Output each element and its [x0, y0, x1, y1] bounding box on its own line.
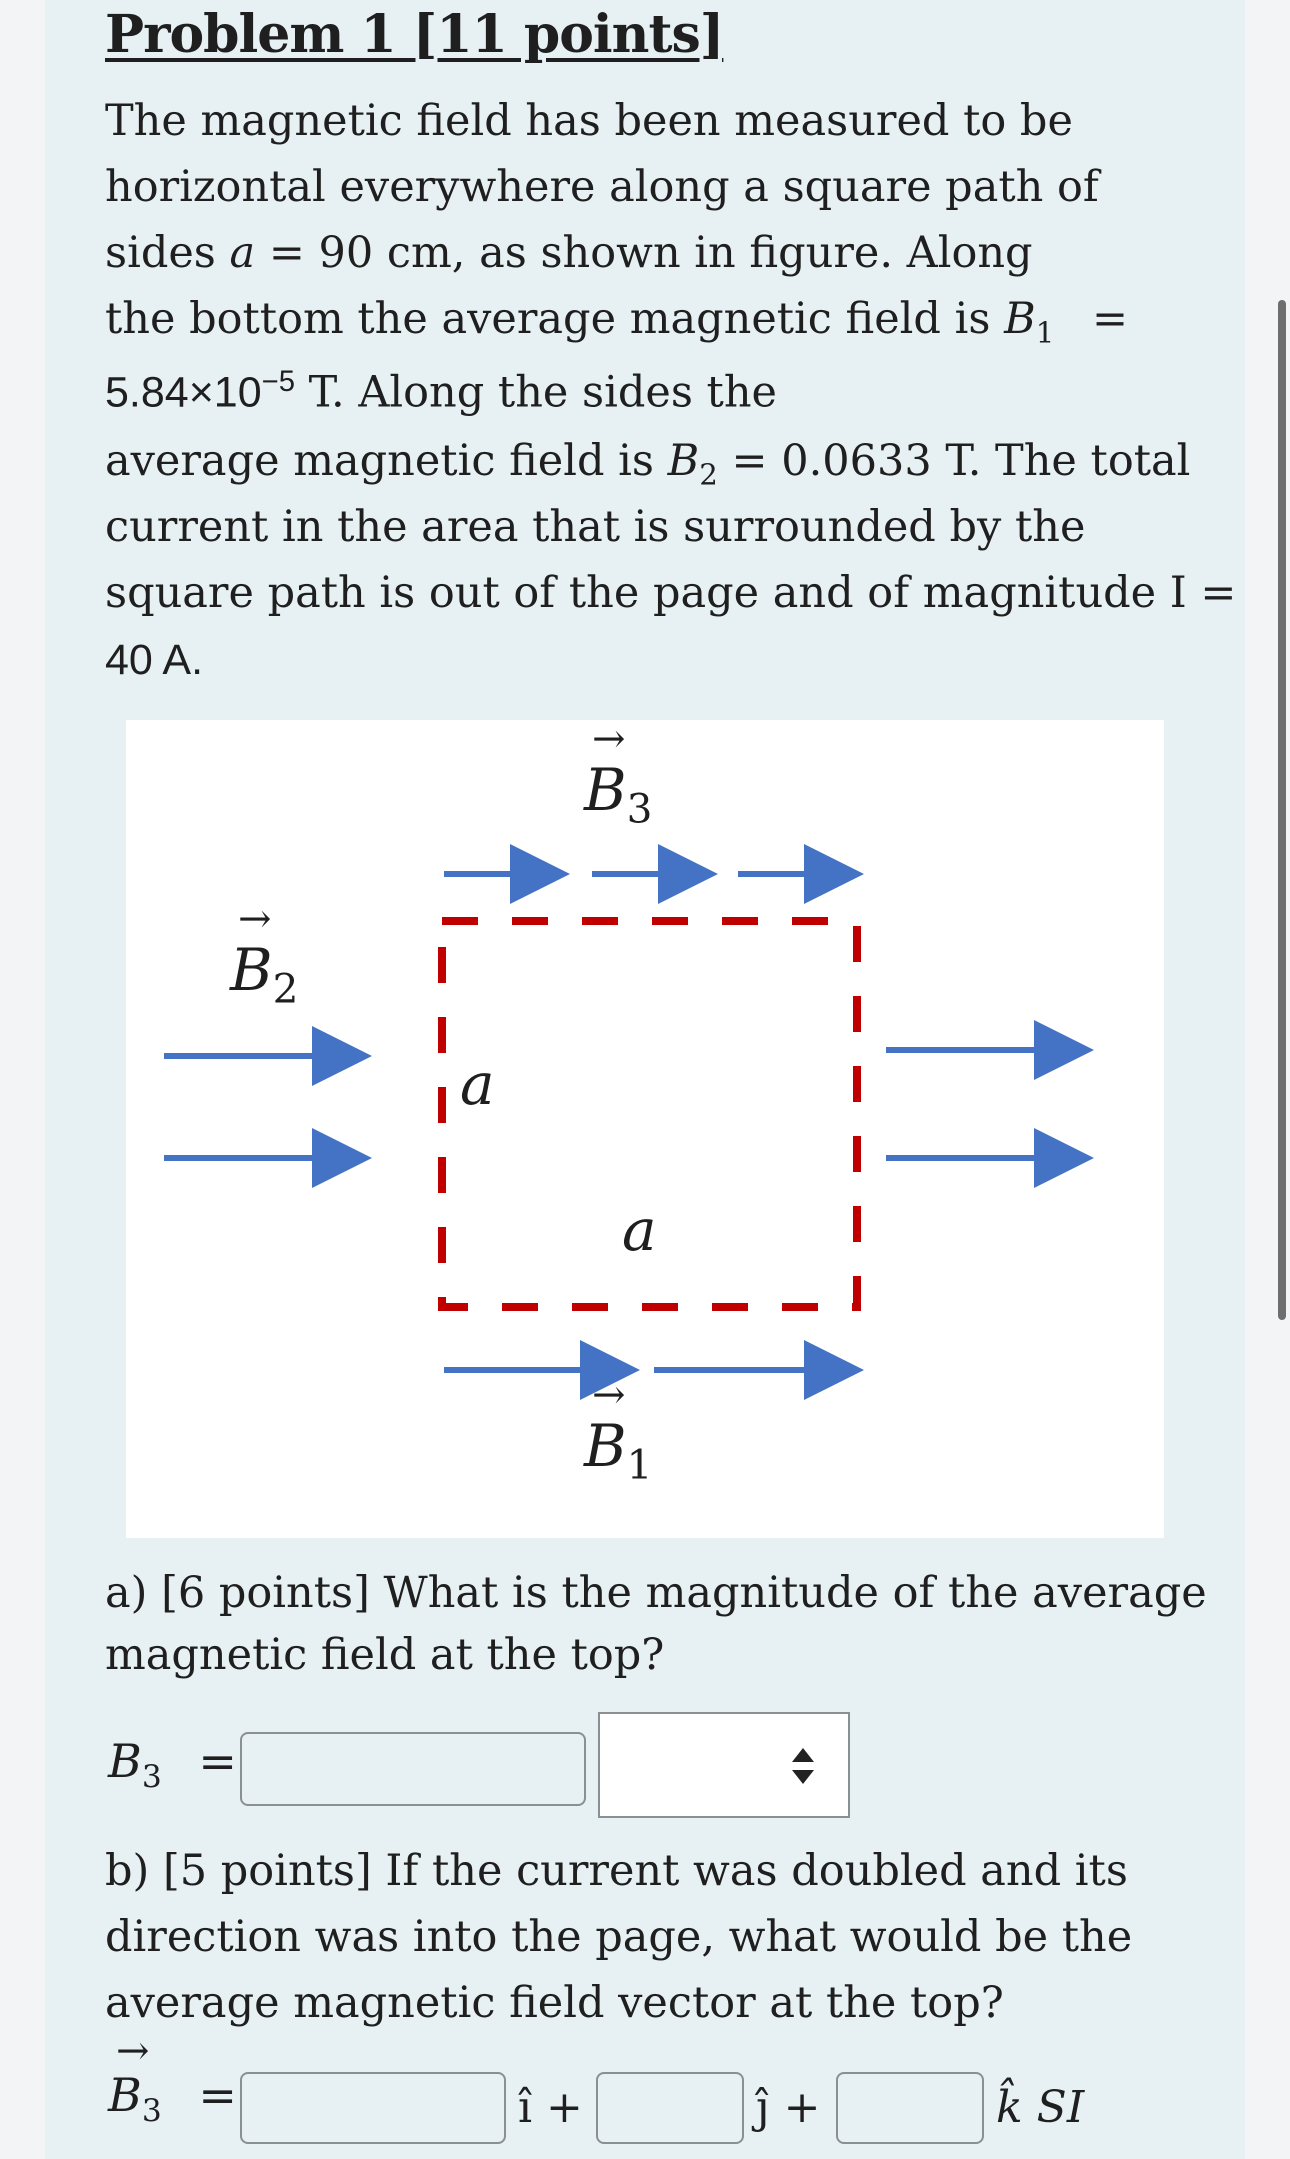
k-hat-label: k̂ SI [996, 2082, 1085, 2133]
part-b-y-input[interactable] [596, 2072, 744, 2144]
select-updown-icon [790, 1744, 816, 1788]
b1-equals: = [1092, 294, 1129, 344]
statement-line-5 [105, 366, 777, 417]
part-b-prompt-line-2: direction was into the page, what would be the [105, 1912, 1133, 1962]
statement-line-4 [105, 294, 1128, 350]
side-value: = 90 cm, as shown in figure. Along [268, 228, 1033, 278]
problem-title: Problem 1 [11 points] [105, 4, 724, 65]
b2-value: = 0.0633 T. The total [731, 436, 1191, 486]
part-a-label: $B_3$ = [108, 1734, 237, 1796]
magnetic-field-figure [126, 720, 1164, 1538]
statement-line-2: horizontal everywhere along a square path of [105, 162, 1099, 212]
part-b-prompt-line-3: average magnetic field vector at the top? [105, 1978, 1004, 2028]
statement-line-8: square path is out of the page and of magnitude I = [105, 568, 1237, 618]
b1-subscript: 1 [1035, 315, 1055, 350]
statement-line-6 [105, 436, 1190, 492]
part-b-x-input[interactable] [240, 2072, 506, 2144]
bottom-text: the bottom the average magnetic field is [105, 294, 991, 344]
side-symbol: a [229, 228, 256, 278]
part-a-prompt-line-1: a) [6 points] What is the magnitude of the average [105, 1568, 1207, 1618]
statement-line-9: 40 A. [105, 636, 204, 684]
b1-figure-label: → $B_1$ [584, 1412, 652, 1489]
vertical-scrollbar[interactable] [1278, 300, 1286, 1320]
part-a-answer-input[interactable] [240, 1732, 586, 1806]
b2-text: average magnetic field is [105, 436, 654, 486]
part-b-prompt-line-1: b) [5 points] If the current was doubled and its [105, 1846, 1128, 1896]
b2-figure-label: → $B_2$ [230, 936, 298, 1013]
part-b-z-input[interactable] [836, 2072, 984, 2144]
j-hat-label: ĵ + [756, 2082, 821, 2133]
part-a-prompt-line-2: magnetic field at the top? [105, 1630, 665, 1680]
b1-mantissa: 5.84×10 [105, 368, 262, 417]
b1-exponent: −5 [261, 366, 295, 398]
b1-symbol: B [1004, 294, 1036, 344]
si-unit-label: SI [1036, 2082, 1085, 2133]
statement-line-3 [105, 228, 1033, 278]
b3-figure-label: → $B_3$ [584, 756, 652, 833]
b2-subscript: 2 [699, 457, 718, 492]
b2-symbol: B [667, 436, 700, 486]
statement-line-7: current in the area that is surrounded by the [105, 502, 1086, 552]
side-a-left-label: a [460, 1050, 495, 1118]
part-b-label: → $B_3$ = [108, 2068, 237, 2129]
sides-text-2: T. Along the sides the [308, 367, 777, 418]
i-hat-label: î + [518, 2082, 583, 2133]
side-a-bottom-label: a [622, 1196, 657, 1264]
statement-line-1: The magnetic field has been measured to be [105, 96, 1073, 146]
part-a-unit-select[interactable] [598, 1712, 850, 1818]
sides-text: sides [105, 228, 216, 278]
